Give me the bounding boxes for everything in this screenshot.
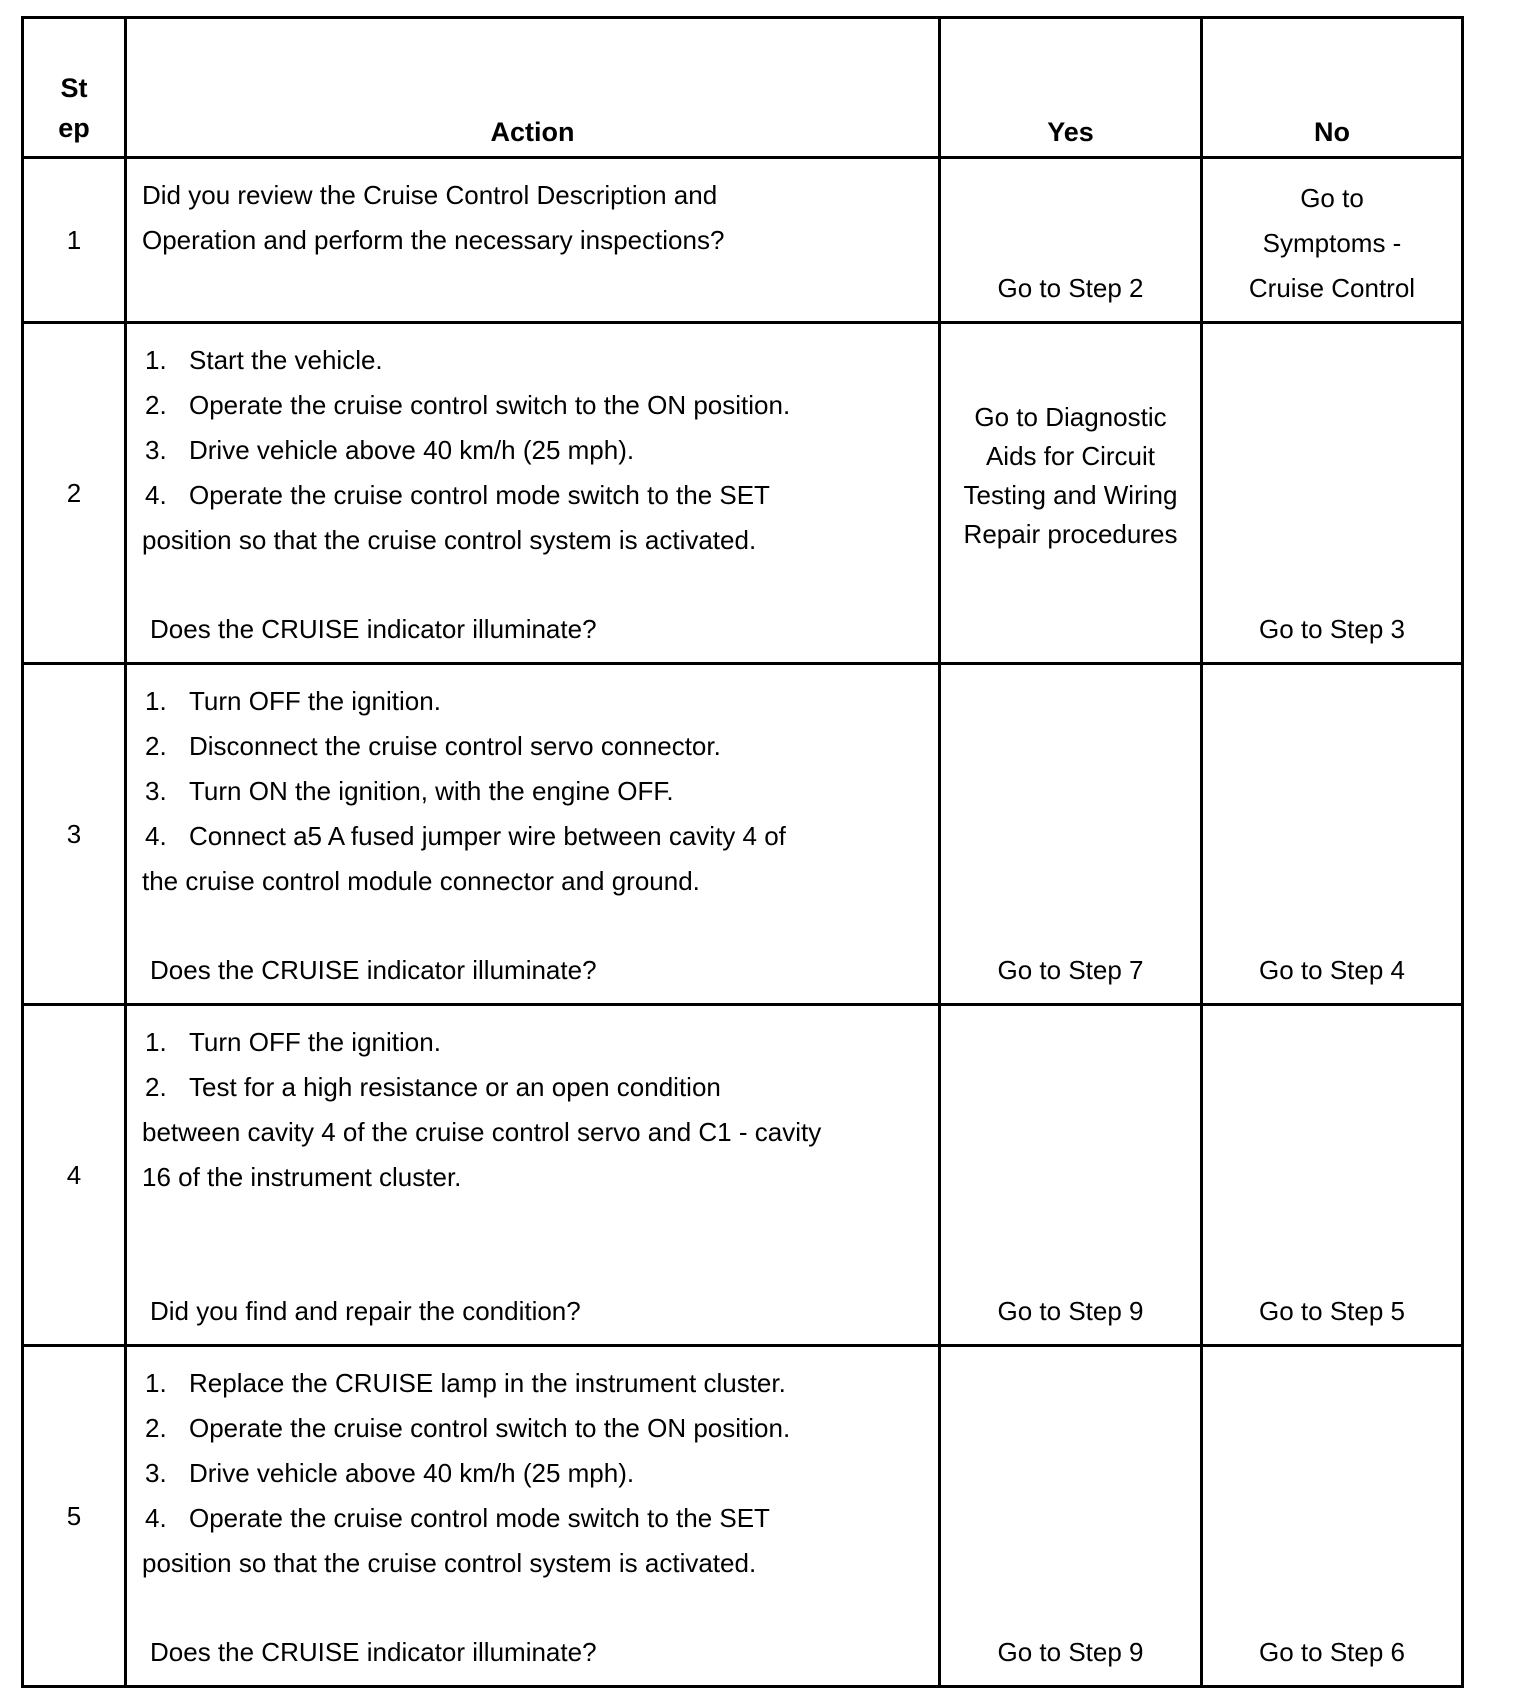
action-line xyxy=(142,1065,938,1110)
yes-cell xyxy=(940,664,1202,1005)
action-line-number: 3. xyxy=(145,1458,167,1488)
action-line-number: 1. xyxy=(145,1027,167,1057)
action-line-number: 2. xyxy=(145,1413,167,1443)
no-text: Symptoms - xyxy=(1262,228,1402,258)
action-question: Does the CRUISE indicator illuminate? xyxy=(150,955,597,985)
action-line-text: Replace the CRUISE lamp in the instrument cluster. xyxy=(189,1368,786,1398)
action-line-number: 4. xyxy=(145,821,167,851)
step-number: 1 xyxy=(23,158,126,323)
yes-cell xyxy=(940,1005,1202,1346)
action-question: Does the CRUISE indicator illuminate? xyxy=(150,1637,597,1667)
yes-text: Aids for Circuit xyxy=(985,441,1156,471)
action-line xyxy=(142,1451,938,1496)
diagnostic-table xyxy=(21,16,1464,1688)
action-cell xyxy=(126,323,940,664)
header-step xyxy=(23,18,126,158)
step-number: 2 xyxy=(23,323,126,664)
action-line xyxy=(142,1020,938,1065)
action-line-number: 3. xyxy=(145,435,167,465)
no-cell xyxy=(1202,1005,1463,1346)
no-text: Go to xyxy=(1300,183,1364,213)
no-cell xyxy=(1202,158,1463,323)
no-text: Go to Step 6 xyxy=(1259,1637,1405,1667)
action-line xyxy=(142,769,938,814)
action-line-text: Operate the cruise control mode switch to the SET xyxy=(189,480,770,510)
action-line-text: Drive vehicle above 40 km/h (25 mph). xyxy=(189,435,635,465)
action-line xyxy=(142,1541,938,1586)
action-line xyxy=(142,724,938,769)
no-text: Cruise Control xyxy=(1248,273,1416,303)
action-line-text: the cruise control module connector and ground. xyxy=(142,866,700,896)
action-line-text: Drive vehicle above 40 km/h (25 mph). xyxy=(189,1458,635,1488)
action-line xyxy=(142,173,938,218)
step-number: 4 xyxy=(23,1005,126,1346)
step-number: 3 xyxy=(23,664,126,1005)
table-row xyxy=(23,323,1463,664)
header-step-line1: St xyxy=(60,73,88,103)
header-step-line2: ep xyxy=(58,113,90,143)
action-line-text: Operate the cruise control mode switch to the SET xyxy=(189,1503,770,1533)
action-line-text: Operate the cruise control switch to the ON position. xyxy=(189,390,791,420)
action-line-number: 1. xyxy=(145,686,167,716)
yes-text: Go to Step 9 xyxy=(997,1296,1144,1326)
action-question: Does the CRUISE indicator illuminate? xyxy=(150,614,597,644)
action-cell xyxy=(126,1005,940,1346)
action-line-text: Connect a5 A fused jumper wire between cavity 4 of xyxy=(189,821,786,851)
yes-text: Go to Step 7 xyxy=(997,955,1144,985)
action-line xyxy=(142,218,938,263)
action-cell xyxy=(126,1346,940,1687)
yes-text: Testing and Wiring xyxy=(963,480,1178,510)
action-line-text: Turn OFF the ignition. xyxy=(189,686,441,716)
yes-cell xyxy=(940,323,1202,664)
action-line-number: 1. xyxy=(145,1368,167,1398)
action-line-text: between cavity 4 of the cruise control servo and C1 - cavity xyxy=(142,1117,822,1147)
action-line-text: Start the vehicle. xyxy=(189,345,383,375)
yes-cell xyxy=(940,158,1202,323)
action-cell xyxy=(126,158,940,323)
action-line xyxy=(142,1496,938,1541)
action-line-number: 2. xyxy=(145,1072,167,1102)
action-line xyxy=(142,428,938,473)
header-yes: Yes xyxy=(940,18,1202,158)
action-line xyxy=(142,518,938,563)
action-line-number: 3. xyxy=(145,776,167,806)
action-line-number: 4. xyxy=(145,1503,167,1533)
yes-text: Repair procedures xyxy=(963,519,1178,549)
action-line xyxy=(142,814,938,859)
action-line-text: 16 of the instrument cluster. xyxy=(142,1162,462,1192)
table-row xyxy=(23,158,1463,323)
step-number: 5 xyxy=(23,1346,126,1687)
action-line-text: Test for a high resistance or an open condition xyxy=(189,1072,721,1102)
table-row xyxy=(23,1005,1463,1346)
no-text: Go to Step 5 xyxy=(1259,1296,1405,1326)
yes-text: Go to Step 2 xyxy=(997,273,1144,303)
no-text: Go to Step 3 xyxy=(1259,614,1405,644)
action-line xyxy=(142,383,938,428)
action-line-number: 1. xyxy=(145,345,167,375)
no-cell xyxy=(1202,664,1463,1005)
action-line xyxy=(142,1406,938,1451)
action-line xyxy=(142,1361,938,1406)
action-line xyxy=(142,1155,938,1200)
action-line-number: 4. xyxy=(145,480,167,510)
action-line xyxy=(142,473,938,518)
action-line-text: Did you review the Cruise Control Description and xyxy=(142,180,718,210)
action-line-text: position so that the cruise control system is activated. xyxy=(142,1548,757,1578)
yes-cell xyxy=(940,1346,1202,1687)
header-row xyxy=(23,18,1463,158)
action-line xyxy=(142,859,938,904)
action-line-number: 2. xyxy=(145,731,167,761)
no-cell xyxy=(1202,323,1463,664)
action-line-text: Operation and perform the necessary inspections? xyxy=(142,225,725,255)
action-line-number: 2. xyxy=(145,390,167,420)
action-line-text: position so that the cruise control system is activated. xyxy=(142,525,757,555)
action-line-text: Turn ON the ignition, with the engine OFF. xyxy=(189,776,674,806)
action-cell xyxy=(126,664,940,1005)
action-line-text: Turn OFF the ignition. xyxy=(189,1027,441,1057)
table-row xyxy=(23,664,1463,1005)
action-line xyxy=(142,338,938,383)
no-text: Go to Step 4 xyxy=(1259,955,1405,985)
action-line-text: Operate the cruise control switch to the ON position. xyxy=(189,1413,791,1443)
yes-text: Go to Step 9 xyxy=(997,1637,1144,1667)
yes-text: Go to Diagnostic xyxy=(974,402,1167,432)
header-no: No xyxy=(1202,18,1463,158)
header-action: Action xyxy=(126,18,940,158)
action-line xyxy=(142,1110,938,1155)
table-row xyxy=(23,1346,1463,1687)
action-question: Did you find and repair the condition? xyxy=(150,1296,581,1326)
no-cell xyxy=(1202,1346,1463,1687)
action-line xyxy=(142,679,938,724)
action-line-text: Disconnect the cruise control servo connector. xyxy=(189,731,721,761)
